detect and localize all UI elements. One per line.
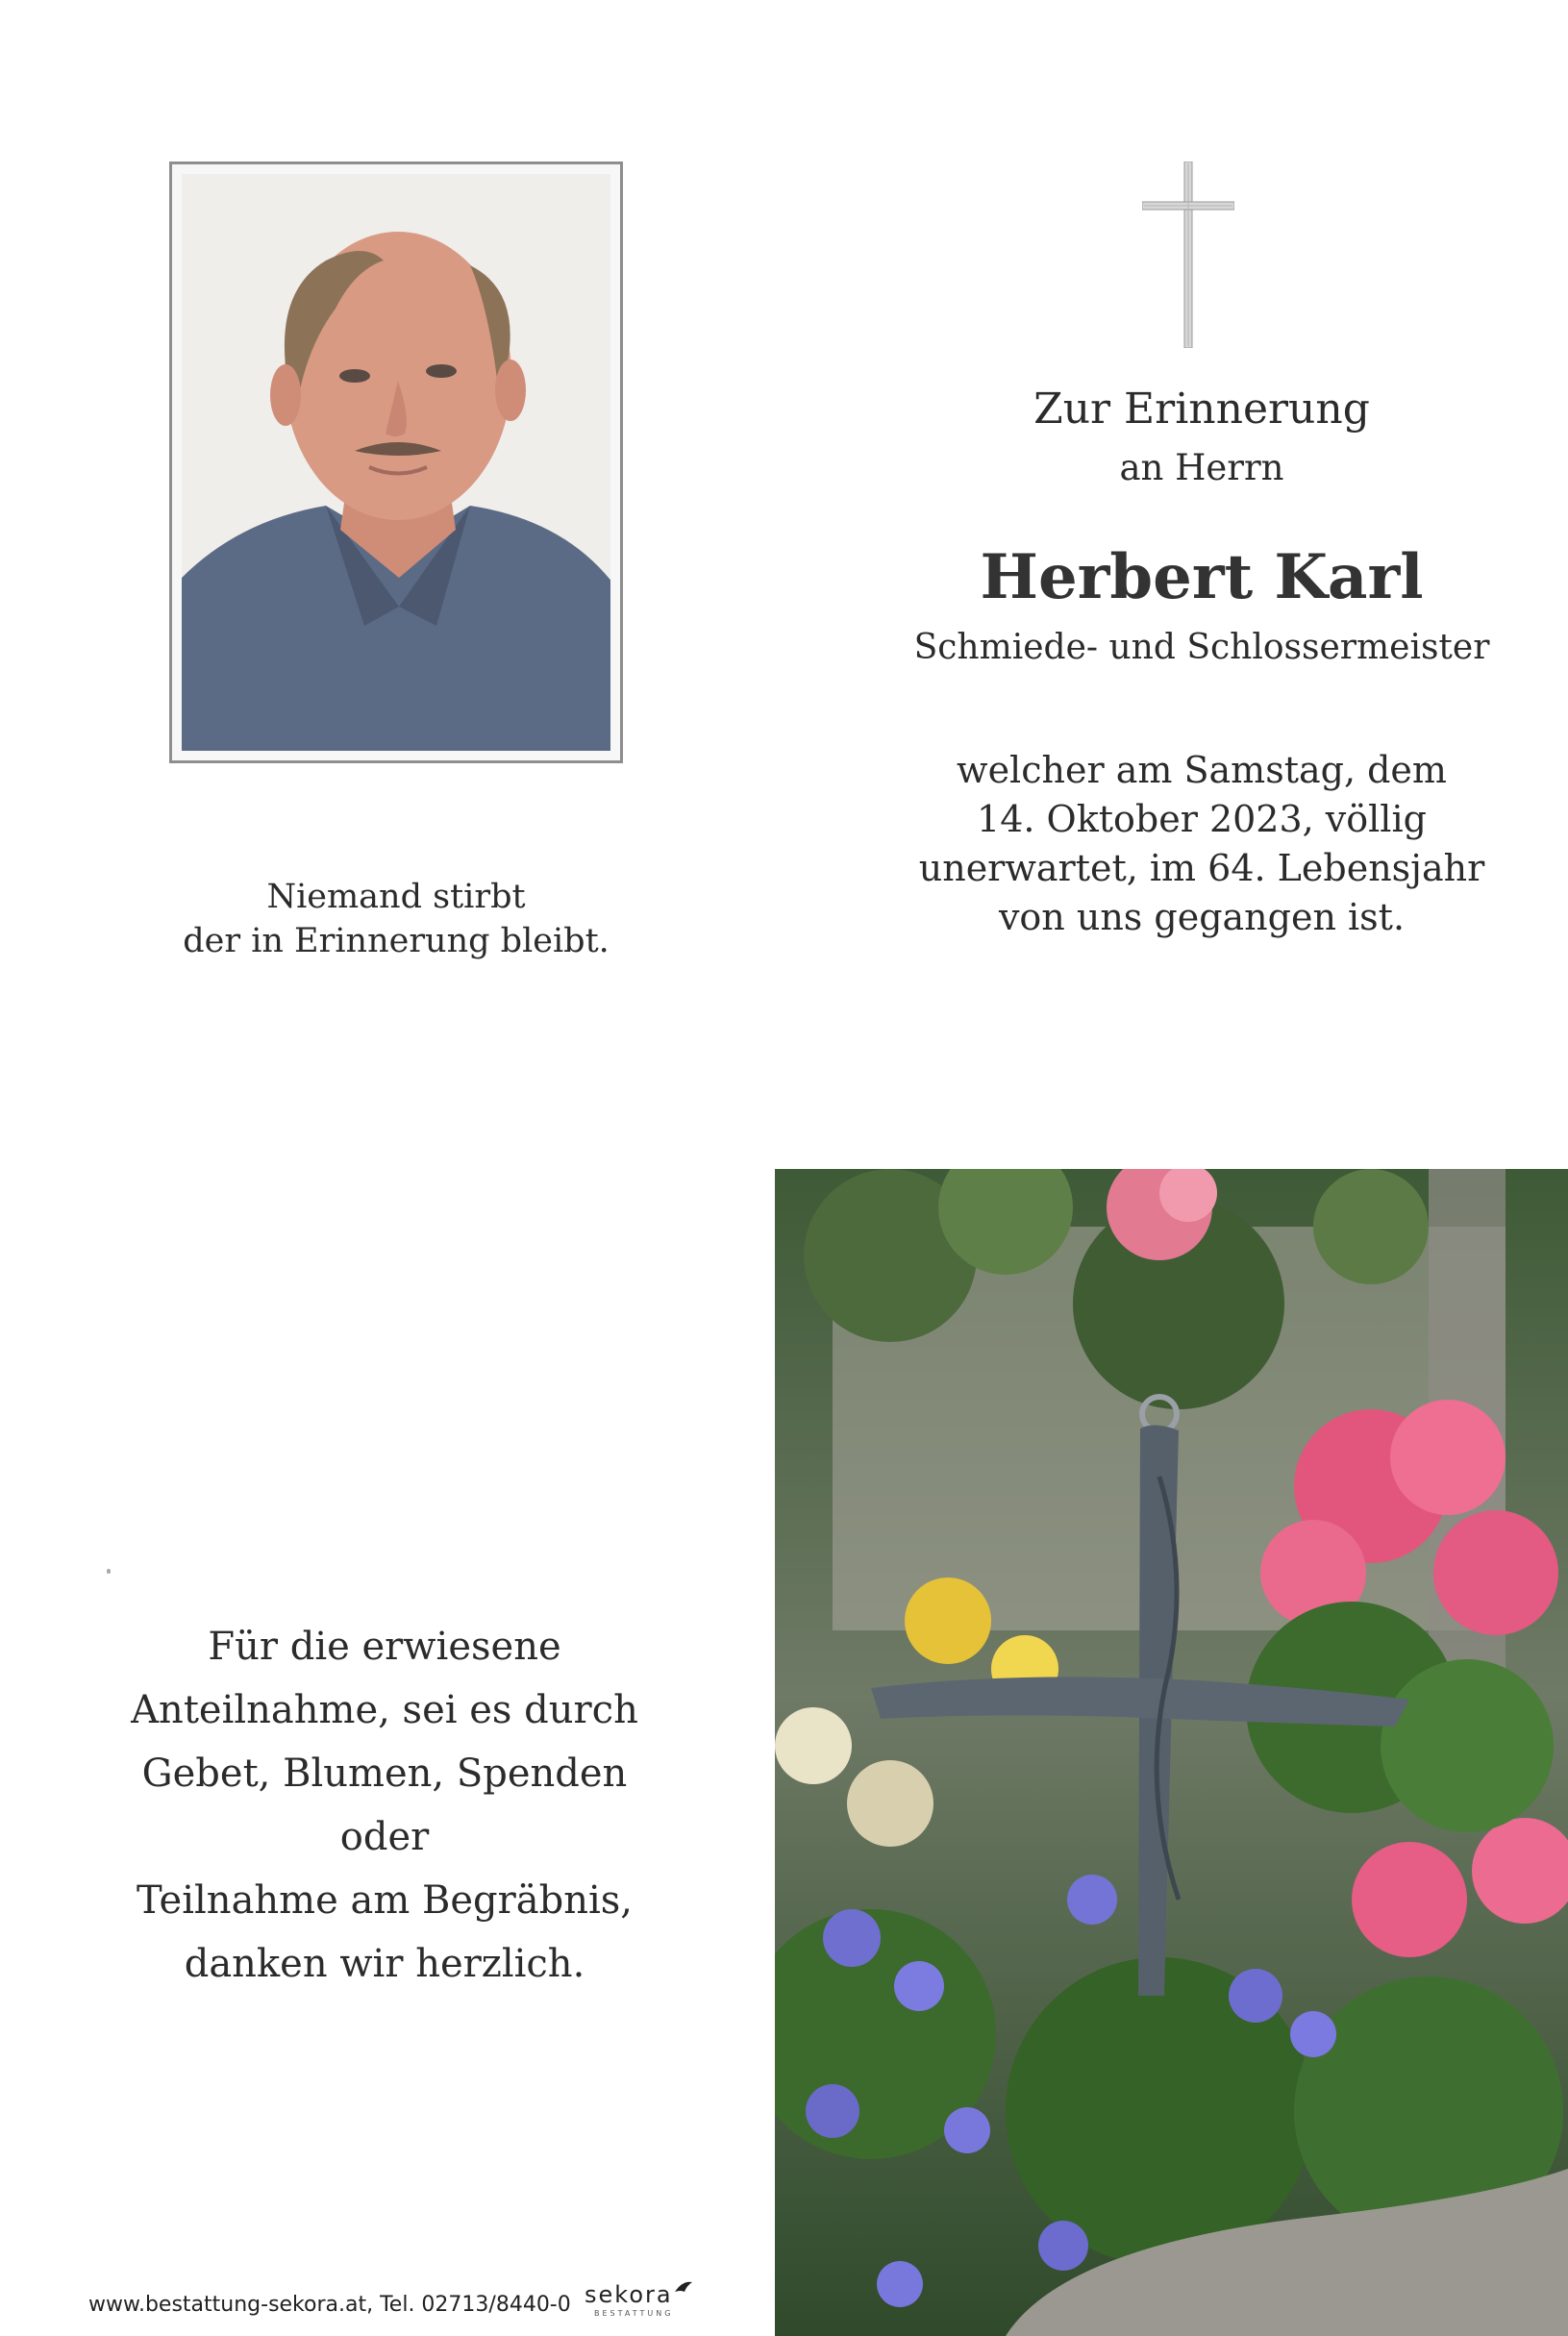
flower-cross-illustration	[775, 1169, 1568, 2336]
footer-contact: www.bestattung-sekora.at, Tel. 02713/8440-0	[88, 2293, 571, 2317]
occupation: Schmiede- und Schlossermeister	[913, 628, 1490, 667]
thanks-line: Anteilnahme, sei es durch	[131, 1688, 638, 1732]
death-line: von uns gegangen ist.	[998, 896, 1406, 938]
thanks-line: danken wir herzlich.	[184, 1942, 585, 1986]
cross-icon	[1142, 162, 1234, 348]
thanks-line: Gebet, Blumen, Spenden oder	[141, 1752, 628, 1859]
portrait-frame	[169, 162, 623, 763]
heading: Zur Erinnerung	[1033, 385, 1370, 434]
thanks-line: Für die erwiesene	[208, 1625, 561, 1669]
sekora-logo: sekora	[585, 2281, 673, 2308]
speck	[107, 1569, 111, 1574]
memorial-quote	[169, 875, 623, 963]
quote-line: der in Erinnerung bleibt.	[183, 922, 610, 960]
thanks-line: Teilnahme am Begräbnis,	[136, 1878, 634, 1923]
flower-cross-photo	[775, 1169, 1568, 2336]
portrait-illustration	[182, 174, 610, 751]
sekora-logo-sub: BESTATTUNG	[594, 2309, 674, 2318]
death-line: 14. Oktober 2023, völlig	[977, 798, 1427, 840]
subheading: an Herrn	[1119, 447, 1284, 488]
deceased-name: Herbert Karl	[980, 541, 1424, 613]
thanks-text	[106, 1615, 663, 1996]
death-notice	[865, 746, 1538, 942]
death-line: unerwartet, im 64. Lebensjahr	[918, 847, 1485, 889]
bird-logo-icon	[673, 2278, 694, 2298]
portrait-photo	[182, 174, 610, 751]
death-line: welcher am Samstag, dem	[957, 749, 1447, 791]
quote-line: Niemand stirbt	[266, 878, 526, 916]
